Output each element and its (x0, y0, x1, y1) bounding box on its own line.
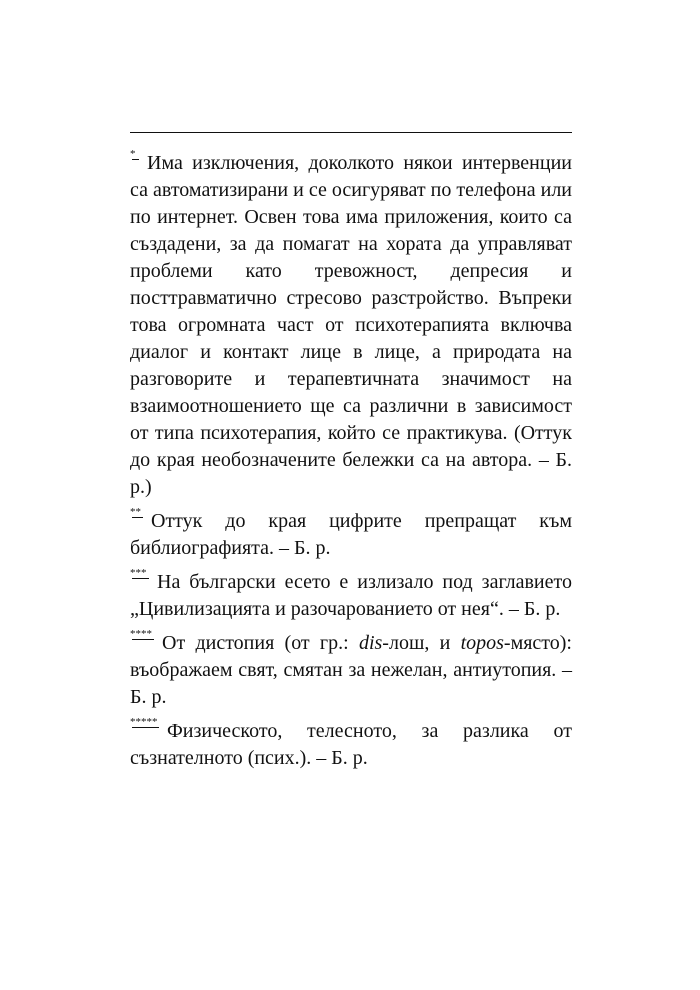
footnote-stars: ***** (130, 716, 158, 728)
footnote-marker-dash (132, 727, 159, 728)
footnote-5 (130, 718, 572, 772)
footnote-1 (130, 150, 572, 501)
footnote-2 (130, 508, 572, 562)
footnote-3 (130, 569, 572, 623)
footnote-stars: *** (130, 567, 147, 579)
footnote-marker (130, 569, 149, 596)
footnote-text-before: От дистопия (от гр.: (162, 632, 359, 654)
footnote-marker (130, 718, 159, 745)
footnote-marker-dash (132, 517, 143, 518)
footnote-text: Физическото, телесното, за разлика от съзнателното (псих.). – Б. р. (130, 720, 572, 769)
footnote-4 (130, 630, 572, 711)
footnotes-section (130, 150, 572, 779)
footnote-text-middle: -лош, и (382, 632, 461, 654)
footnote-marker (130, 150, 139, 177)
footnote-marker-dash (132, 639, 154, 640)
footnote-stars: **** (130, 628, 152, 640)
footnote-text-after: -място): въображаем свят, смятан за нежелан, антиутопия. – Б. р. (130, 632, 572, 708)
footnote-stars: * (130, 148, 136, 160)
footnote-italic-term-dis: dis (358, 632, 383, 654)
footnote-separator-rule (130, 132, 572, 133)
footnote-text: На български есето е излизало под заглавието „Цивилизацията и разочарованието от нея“. – Б. р. (130, 571, 572, 620)
footnote-marker-dash (132, 159, 139, 160)
footnote-text: Оттук до края цифрите препращат към библиографията. – Б. р. (130, 510, 572, 559)
footnote-text: Има изключения, доколкото някои интервенции са автоматизирани и се осигуряват по телефона или по интернет. Освен това има приложения, които са създадени, за да помагат на хората да управляват проблеми като тревожност, депресия и посттравматично стресово разстройство. Въпреки това огромната част от психотерапията включва диалог и контакт лице в лице, а природата на разговорите и терапевтичната значимост на взаимоотношението ще са различни в зависимост от типа психотерапия, който се практикува. (Оттук до края необозначените бележки са на автора. – Б. р.) (130, 152, 572, 498)
footnote-marker (130, 508, 143, 535)
footnote-marker-dash (132, 578, 149, 579)
footnote-stars: ** (130, 506, 141, 518)
footnote-italic-term-topos: topos (460, 632, 504, 654)
footnote-marker (130, 630, 154, 657)
